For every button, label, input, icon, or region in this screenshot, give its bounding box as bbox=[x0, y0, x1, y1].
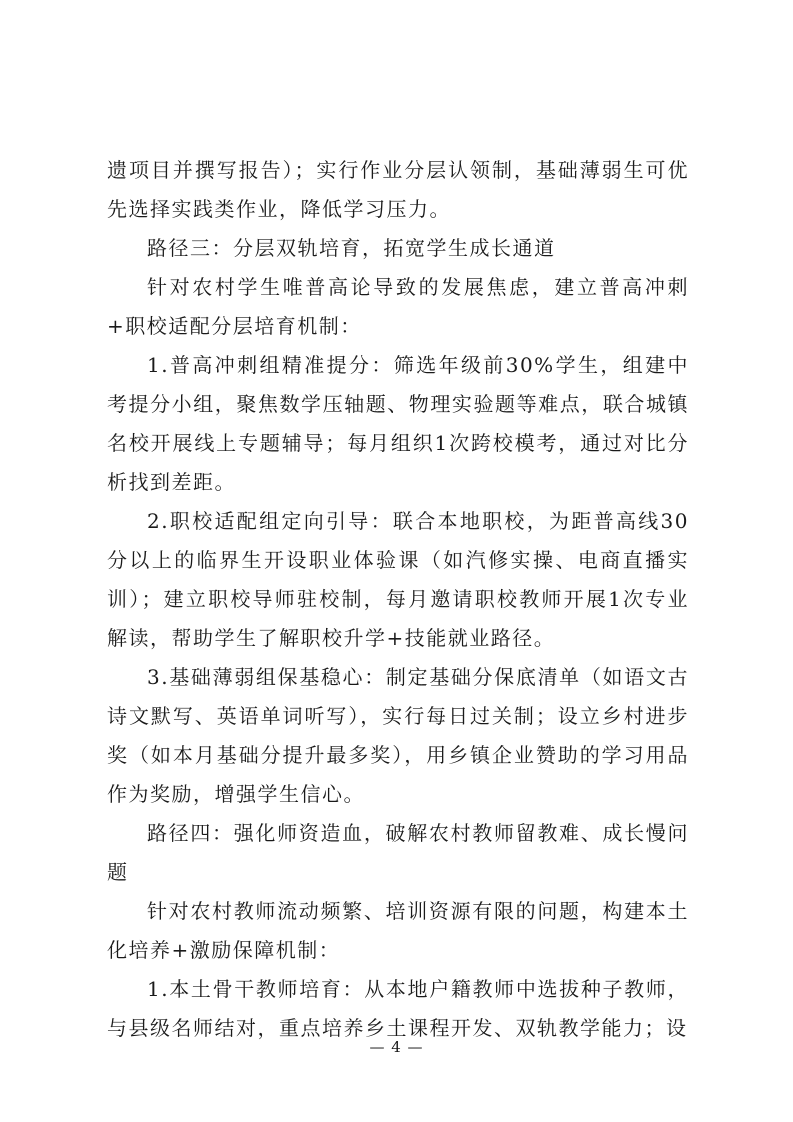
paragraph-continuation: 遗项目并撰写报告）；实行作业分层认领制，基础薄弱生可优先选择实践类作业，降低学习压力。 bbox=[107, 158, 689, 221]
document-body bbox=[107, 151, 689, 1048]
section-heading-path-four: 路径四：强化师资造血，破解农村教师留教难、成长慢问题 bbox=[107, 821, 689, 884]
list-item-vocational-group: 2.职校适配组定向引导：联合本地职校，为距普高线30分以上的临界生开设职业体验课（如汽修实操、电商直播实训）；建立职校导师驻校制，每月邀请职校教师开展1次专业解读，帮助学生了解职校升学+技能就业路径。 bbox=[107, 509, 689, 650]
list-item-sprint-group: 1.普高冲刺组精准提分：筛选年级前30%学生，组建中考提分小组，聚焦数学压轴题、物理实验题等难点，联合城镇名校开展线上专题辅导；每月组织1次跨校模考，通过对比分析找到差距。 bbox=[107, 353, 689, 494]
section-heading-path-three: 路径三：分层双轨培育，拓宽学生成长通道 bbox=[147, 236, 556, 260]
list-item-foundation-group: 3.基础薄弱组保基稳心：制定基础分保底清单（如语文古诗文默写、英语单词听写），实行每日过关制；设立乡村进步奖（如本月基础分提升最多奖），用乡镇企业赞助的学习用品作为奖励，增强学生信心。 bbox=[107, 665, 689, 806]
paragraph-intro-path-three: 针对农村学生唯普高论导致的发展焦虑，建立普高冲刺+职校适配分层培育机制： bbox=[107, 275, 689, 338]
list-item-teacher-training: 1.本土骨干教师培育：从本地户籍教师中选拔种子教师，与县级名师结对，重点培养乡土课程开发、双轨教学能力；设 bbox=[107, 977, 689, 1040]
paragraph-intro-path-four: 针对农村教师流动频繁、培训资源有限的问题，构建本土化培养+激励保障机制： bbox=[107, 899, 689, 962]
page-number: — 4 — bbox=[369, 1038, 424, 1056]
